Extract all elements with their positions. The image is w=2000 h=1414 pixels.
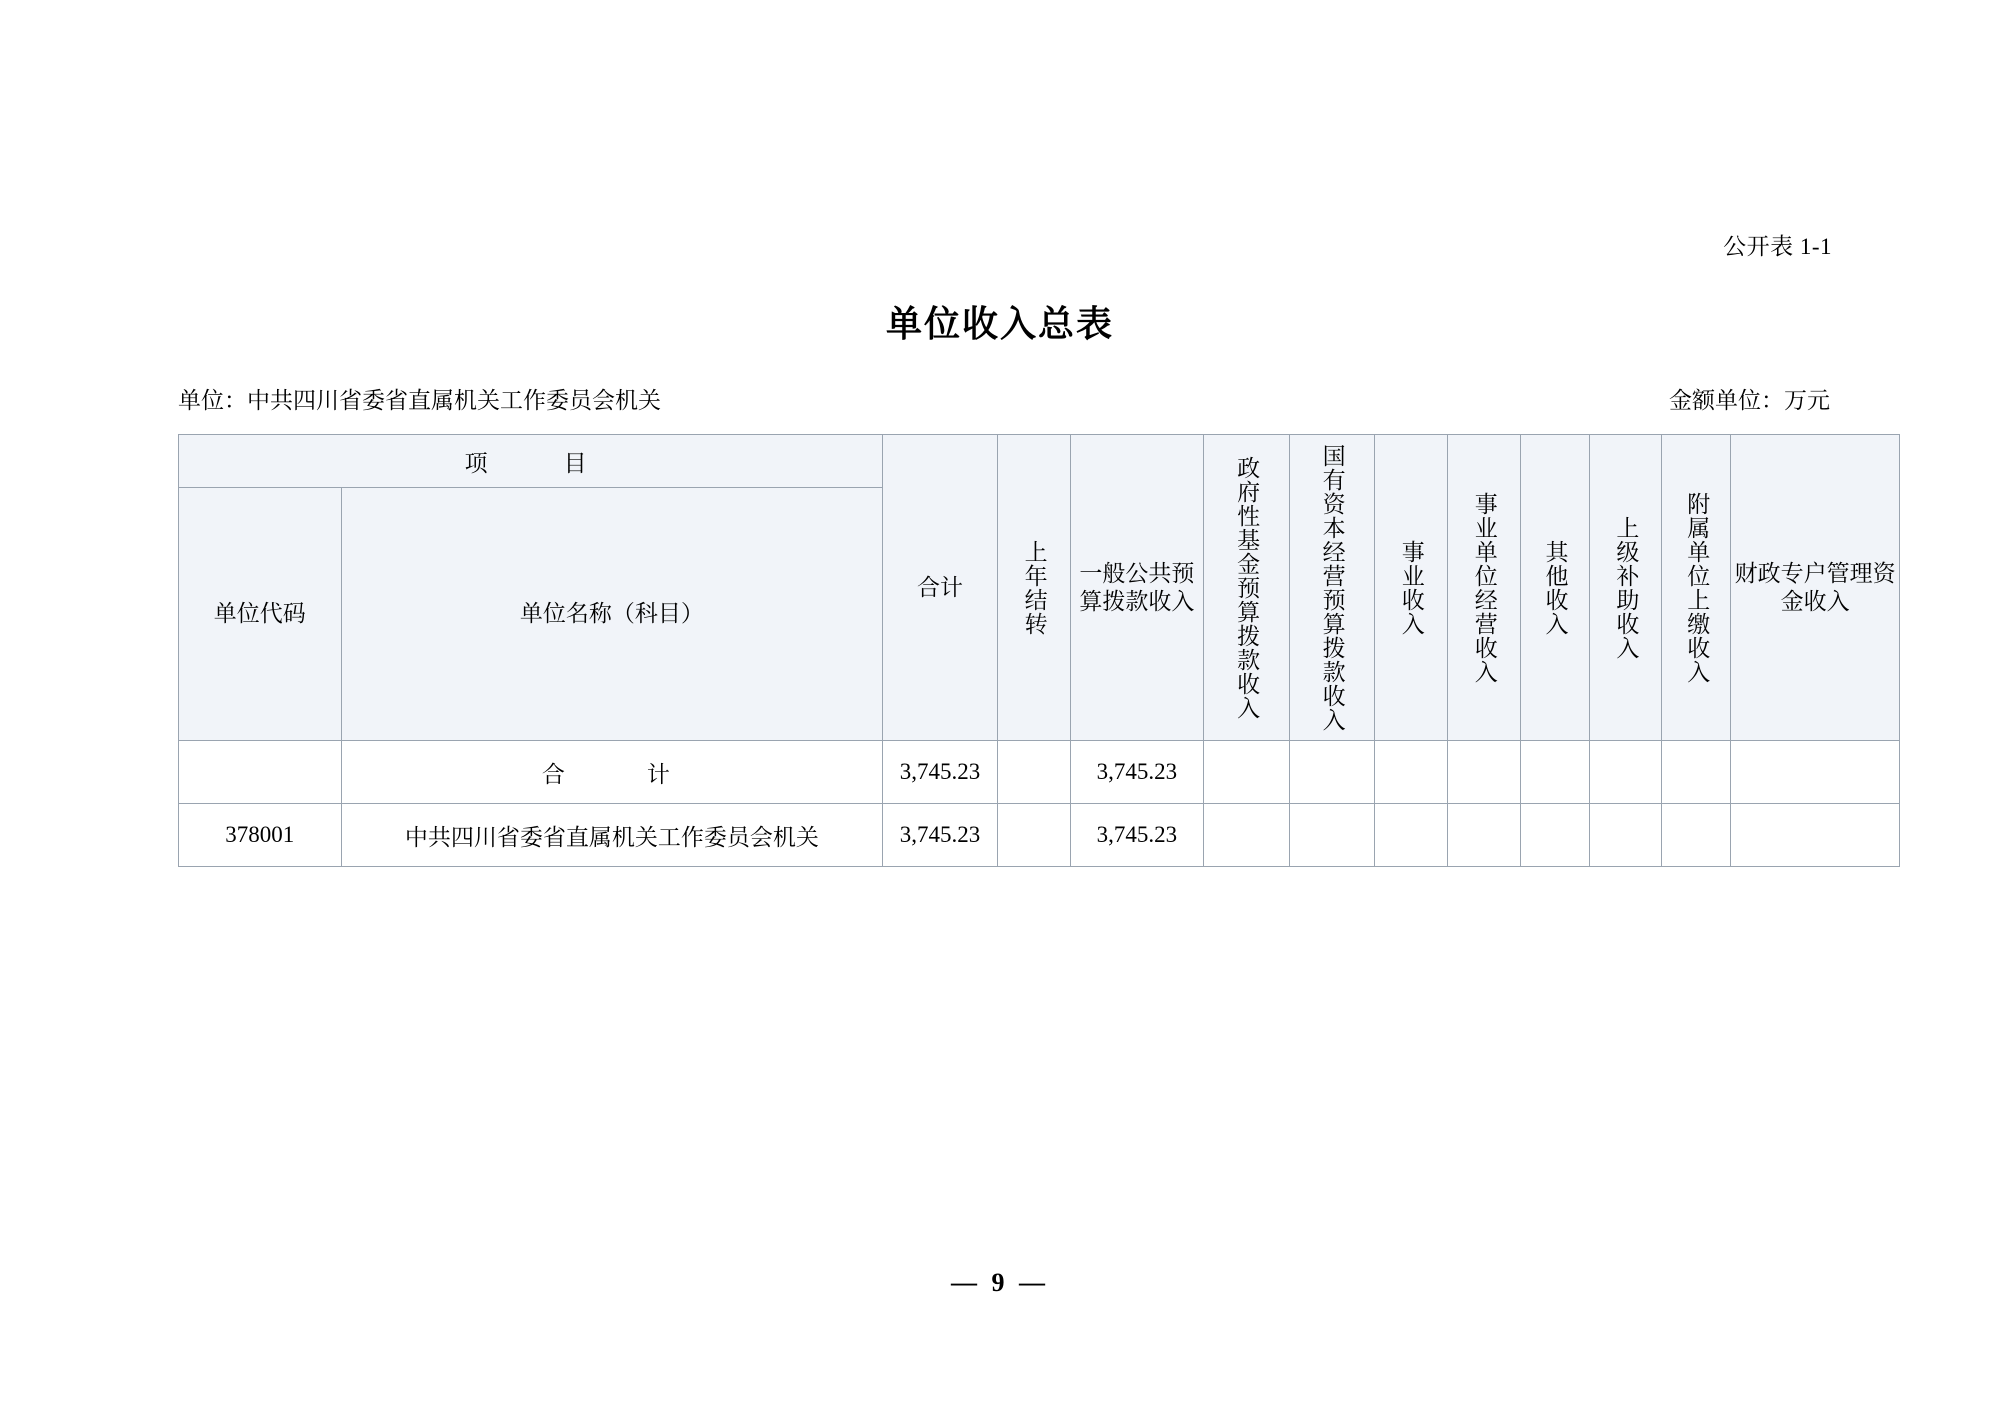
cell-affiliated-unit-payment: [1662, 804, 1731, 867]
cell-gov-fund-budget: [1204, 804, 1289, 867]
header-state-capital-operation-budget: [1289, 435, 1374, 741]
header-gov-fund-budget-label: 政府性基金预算拨款收入: [1234, 455, 1260, 720]
cell-general-public-budget: 3,745.23: [1070, 804, 1203, 867]
cell-state-capital-operation-budget: [1289, 741, 1374, 804]
cell-last-year-carryover: [997, 741, 1070, 804]
header-affiliated-unit-payment: [1662, 435, 1731, 741]
header-total: [883, 435, 998, 741]
header-state-capital-operation-budget-label: 国有资本经营预算拨款收入: [1319, 443, 1345, 732]
cell-fiscal-special-account-income: [1731, 804, 1900, 867]
header-unit-code-label: 单位代码: [213, 601, 306, 627]
cell-gov-fund-budget: [1204, 741, 1289, 804]
cell-unit-name: 中共四川省委省直属机关工作委员会机关: [341, 804, 883, 867]
cell-unit-name: 合 计: [341, 741, 883, 804]
cell-total: 3,745.23: [883, 804, 998, 867]
cell-general-public-budget: 3,745.23: [1070, 741, 1203, 804]
cell-last-year-carryover: [997, 804, 1070, 867]
unit-label: 单位：中共四川省委省直属机关工作委员会机关: [178, 388, 661, 413]
income-summary-table: [178, 434, 1900, 867]
table-body: [179, 741, 1900, 867]
header-last-year-carryover: [997, 435, 1070, 741]
header-superior-subsidy-income-label: 上级补助收入: [1613, 515, 1639, 660]
cell-superior-subsidy-income: [1589, 741, 1662, 804]
header-superior-subsidy-income: [1589, 435, 1662, 741]
table-head: [179, 435, 1900, 741]
header-gov-fund-budget: [1204, 435, 1289, 741]
header-total-label: 合计: [917, 574, 964, 600]
cell-fiscal-special-account-income: [1731, 741, 1900, 804]
table-meta-line: [178, 382, 1830, 415]
table-row: [179, 741, 1900, 804]
cell-total: 3,745.23: [883, 741, 998, 804]
header-fiscal-special-account-income-label: 财政专户管理资金收入: [1734, 560, 1896, 614]
form-number: 公开表 1-1: [1723, 234, 1832, 259]
header-business-unit-operating-income-label: 事业单位经营收入: [1471, 491, 1497, 684]
header-fiscal-special-account-income: [1731, 435, 1900, 741]
header-unit-name: [341, 488, 883, 741]
cell-business-unit-operating-income: [1447, 741, 1520, 804]
header-affiliated-unit-payment-label: 附属单位上缴收入: [1684, 491, 1710, 684]
page-title: 单位收入总表: [885, 304, 1114, 344]
cell-affiliated-unit-payment: [1662, 741, 1731, 804]
header-item-group: 项 目: [179, 435, 883, 488]
cell-unit-code: 378001: [179, 804, 342, 867]
header-business-income-label: 事业收入: [1398, 539, 1424, 636]
cell-business-unit-operating-income: [1447, 804, 1520, 867]
header-general-public-budget: [1070, 435, 1203, 741]
cell-state-capital-operation-budget: [1289, 804, 1374, 867]
header-row-group: [179, 435, 1900, 488]
cell-superior-subsidy-income: [1589, 804, 1662, 867]
cell-other-income: [1520, 741, 1589, 804]
header-unit-name-label: 单位名称（科目）: [519, 601, 704, 627]
amount-unit-label: 金额单位：万元: [1669, 388, 1830, 413]
cell-business-income: [1374, 804, 1447, 867]
header-business-income: [1374, 435, 1447, 741]
header-other-income: [1520, 435, 1589, 741]
page-number: — 9 —: [951, 1268, 1049, 1297]
header-general-public-budget-label: 一般公共预算拨款收入: [1079, 560, 1195, 614]
header-other-income-label: 其他收入: [1542, 539, 1568, 636]
header-last-year-carryover-label: 上年结转: [1021, 539, 1047, 636]
table-row: [179, 804, 1900, 867]
income-summary-table-wrapper: [178, 434, 1900, 867]
header-unit-code: [179, 488, 342, 741]
cell-unit-code: [179, 741, 342, 804]
cell-other-income: [1520, 804, 1589, 867]
cell-business-income: [1374, 741, 1447, 804]
header-business-unit-operating-income: [1447, 435, 1520, 741]
